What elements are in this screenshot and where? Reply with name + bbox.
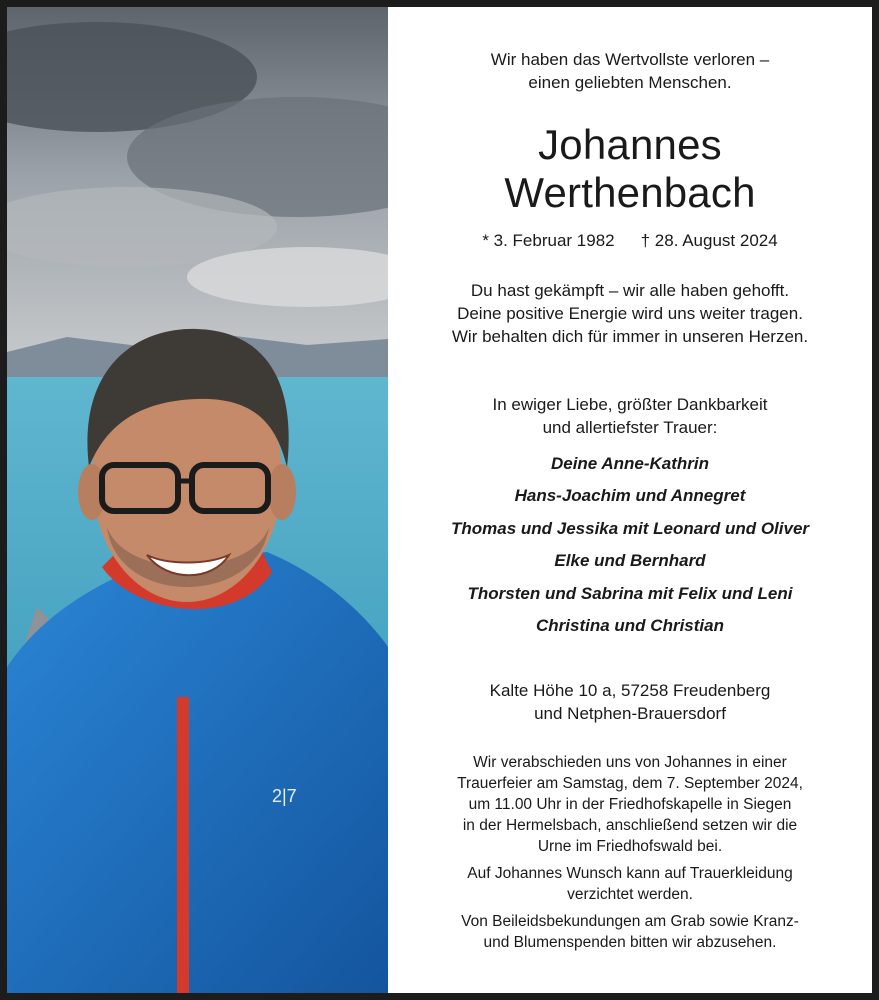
family-member: Thomas und Jessika mit Leonard und Oliver bbox=[450, 518, 810, 538]
portrait-photo bbox=[7, 7, 388, 993]
intro-text bbox=[388, 48, 872, 94]
life-dates bbox=[388, 229, 872, 252]
jacket-logo: 2|7 bbox=[272, 786, 297, 806]
first-name: Johannes bbox=[538, 121, 722, 168]
mourning-text bbox=[388, 393, 872, 439]
poem-line: Deine positive Energie wird uns weiter tragen. bbox=[457, 304, 803, 323]
deceased-name bbox=[388, 121, 872, 217]
address bbox=[388, 679, 872, 725]
family-member: Hans-Joachim und Annegret bbox=[514, 486, 746, 506]
service-paragraph: Wir verabschieden uns von Johannes in einer Trauerfeier am Samstag, dem 7. September 2024, um 11.00 Uhr in der Friedhofskapelle in Siegen in der Hermelsbach, anschließend setzen wir die Urne im Friedhofswald bei. bbox=[457, 754, 803, 855]
obituary-notice bbox=[7, 7, 872, 993]
poem-line: Wir behalten dich für immer in unseren Herzen. bbox=[451, 327, 809, 346]
condolence-paragraph: Von Beileidsbekundungen am Grab sowie Kranz- und Blumenspenden bitten wir abzusehen. bbox=[461, 913, 799, 951]
family-member: Elke und Bernhard bbox=[554, 551, 706, 571]
family-member: Christina und Christian bbox=[536, 616, 724, 636]
death-date: † 28. August 2024 bbox=[640, 231, 778, 250]
last-name: Werthenbach bbox=[504, 169, 756, 216]
notice-text bbox=[388, 7, 872, 993]
sky-background bbox=[7, 7, 388, 379]
poem-text bbox=[388, 279, 872, 348]
family-list bbox=[388, 448, 872, 642]
dress-code-paragraph: Auf Johannes Wunsch kann auf Trauerkleidung verzichtet werden. bbox=[467, 865, 793, 903]
address-line: und Netphen-Brauersdorf bbox=[534, 704, 726, 723]
poem-line: Du hast gekämpft – wir alle haben gehofft. bbox=[470, 281, 790, 300]
address-line: Kalte Höhe 10 a, 57258 Freudenberg bbox=[489, 681, 771, 700]
mourning-line: In ewiger Liebe, größter Dankbarkeit bbox=[492, 395, 768, 414]
mourning-line: und allertiefster Trauer: bbox=[542, 418, 718, 437]
birth-date: * 3. Februar 1982 bbox=[482, 231, 615, 250]
family-member: Deine Anne-Kathrin bbox=[550, 454, 710, 473]
family-member: Thorsten und Sabrina mit Felix und Leni bbox=[467, 583, 793, 603]
intro-line: einen geliebten Menschen. bbox=[528, 73, 732, 92]
intro-line: Wir haben das Wertvollste verloren – bbox=[490, 50, 770, 69]
service-info bbox=[388, 752, 872, 959]
